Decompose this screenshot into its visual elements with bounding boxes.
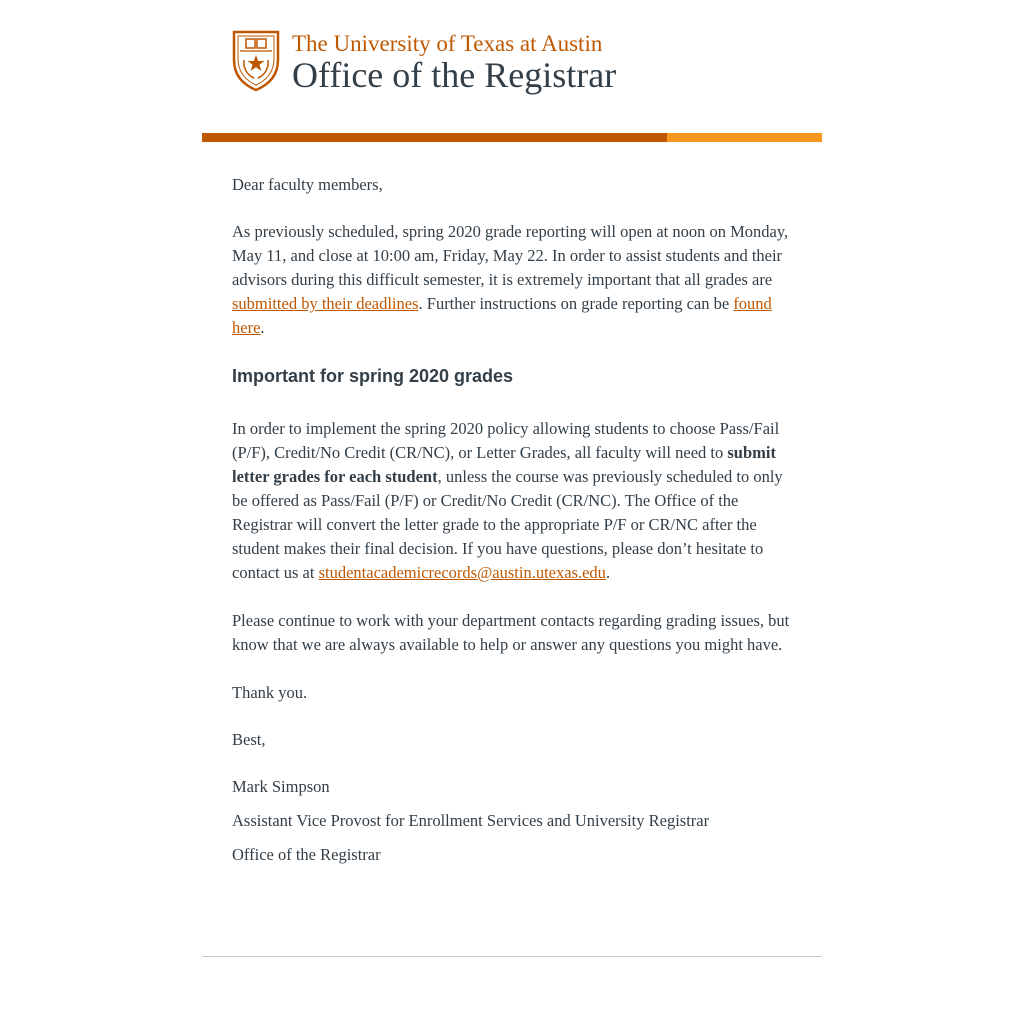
university-name: The University of Texas at Austin (292, 31, 603, 56)
header-accent-bar (202, 133, 822, 142)
email-body (232, 173, 792, 877)
email-container (202, 0, 822, 1024)
paragraph-grade-reporting (232, 220, 792, 340)
office-name: Office of the Registrar (292, 55, 617, 95)
ut-shield-logo-icon (232, 30, 280, 92)
p2-text-c: . (605, 563, 611, 582)
found-here-link[interactable]: found here (232, 294, 772, 337)
deadlines-link[interactable]: submitted by their deadlines (232, 294, 419, 313)
p1-text-c: . (260, 318, 265, 337)
greeting: Dear faculty members, (232, 175, 383, 194)
signature-title: Assistant Vice Provost for Enrollment Services and University Registrar (232, 811, 710, 830)
p2-bold-text: submit letter grades for each student (232, 443, 776, 486)
accent-bar-dark (202, 133, 667, 142)
footer-divider (202, 956, 822, 957)
closing-line: Best, (232, 730, 266, 749)
accent-bar-light (667, 133, 822, 142)
paragraph-contacts: Please continue to work with your department contacts regarding grading issues, but know that we are always available to help or answer any questions you might have. (232, 611, 790, 654)
signature-office: Office of the Registrar (232, 845, 381, 864)
paragraph-policy (232, 417, 792, 585)
p1-text-a: As previously scheduled, spring 2020 grade reporting will open at noon on Monday, May 11, and close at 10:00 am, Friday, May 22. In order to assist students and their advisors during this difficult semester, it is extremely important that all grades are (232, 222, 789, 289)
email-header (232, 28, 792, 98)
signature-name: Mark Simpson (232, 777, 330, 796)
section-heading: Important for spring 2020 grades (232, 366, 514, 386)
thanks-line: Thank you. (232, 683, 308, 702)
p2-text-b: , unless the course was previously scheduled to only be offered as Pass/Fail (P/F) or Credit/No Credit (CR/NC). The Office of the Registrar will convert the letter grade to the appropriate P/F or CR/NC after the student makes their final decision. If you have questions, please don’t hesitate to contact us at (232, 467, 783, 582)
p1-text-b: . Further instructions on grade reporting can be (418, 294, 734, 313)
contact-email-link[interactable]: studentacademicrecords@austin.utexas.edu (318, 563, 606, 582)
p2-text-a: In order to implement the spring 2020 policy allowing students to choose Pass/Fail (P/F), Credit/No Credit (CR/NC), or Letter Grades, all faculty will need to (232, 419, 780, 462)
